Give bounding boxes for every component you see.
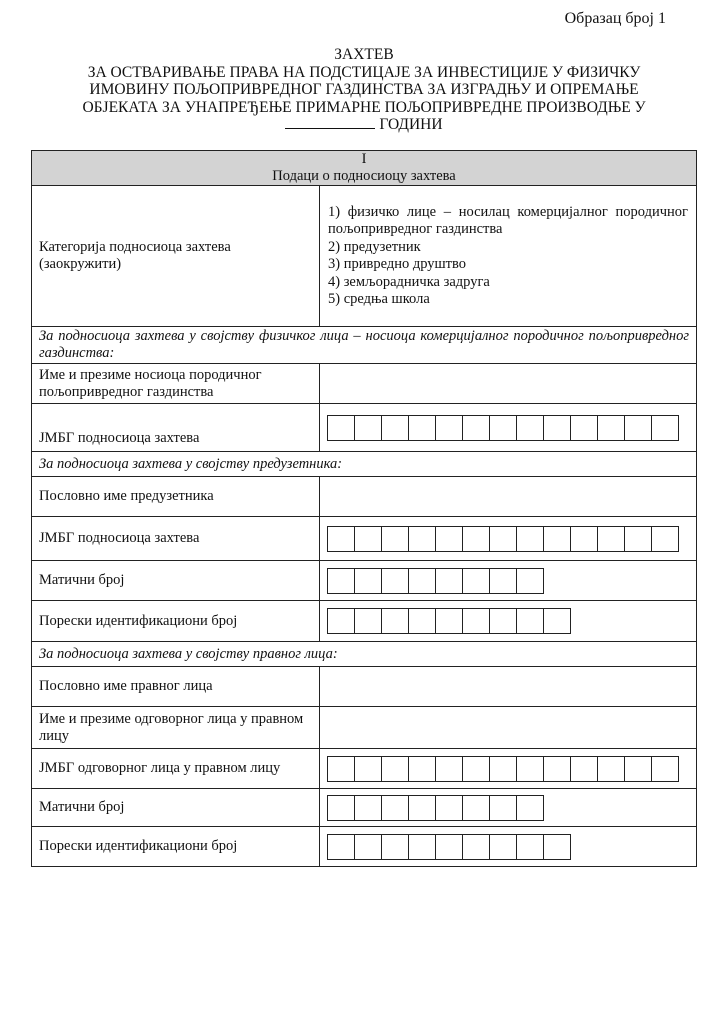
digit-box[interactable]	[543, 834, 571, 860]
digit-box[interactable]	[408, 608, 436, 634]
digit-box[interactable]	[354, 415, 382, 441]
legal-name-label: Пословно име правног лица	[32, 667, 320, 707]
responsible-name-label: Име и презиме одговорног лица у правном лицу	[32, 707, 320, 749]
digit-box[interactable]	[597, 756, 625, 782]
digit-box[interactable]	[327, 526, 355, 552]
digit-box[interactable]	[624, 756, 652, 782]
digit-box[interactable]	[354, 526, 382, 552]
digit-box[interactable]	[462, 526, 490, 552]
entrepreneur-tax-boxes[interactable]	[328, 608, 689, 634]
digit-box[interactable]	[570, 526, 598, 552]
digit-box[interactable]	[543, 756, 571, 782]
year-suffix: ГОДИНИ	[379, 116, 443, 133]
entrepreneur-tax-row	[32, 601, 697, 642]
digit-box[interactable]	[651, 756, 679, 782]
physical-jmbg-row	[32, 404, 697, 452]
digit-box[interactable]	[516, 526, 544, 552]
legal-tax-boxes[interactable]	[328, 834, 689, 860]
digit-box[interactable]	[354, 795, 382, 821]
digit-box[interactable]	[462, 415, 490, 441]
document-title: ЗАХТЕВ	[334, 46, 394, 63]
physical-jmbg-boxes[interactable]	[328, 415, 689, 441]
digit-box[interactable]	[489, 526, 517, 552]
digit-box[interactable]	[570, 756, 598, 782]
physical-subheading: За подносиоца захтева у својству физичког лица – носиоца комерцијалног породичног пољопривредног газдинства:	[32, 327, 697, 364]
digit-box[interactable]	[327, 568, 355, 594]
digit-box[interactable]	[354, 608, 382, 634]
digit-box[interactable]	[516, 608, 544, 634]
physical-jmbg-label: ЈМБГ подносиоца захтева	[32, 404, 320, 452]
legal-registration-label: Матични број	[32, 789, 320, 827]
digit-box[interactable]	[489, 415, 517, 441]
legal-jmbg-row	[32, 749, 697, 789]
legal-subheading-row	[32, 642, 697, 667]
digit-box[interactable]	[543, 608, 571, 634]
digit-box[interactable]	[435, 608, 463, 634]
digit-box[interactable]	[462, 795, 490, 821]
digit-box[interactable]	[435, 568, 463, 594]
digit-box[interactable]	[435, 526, 463, 552]
digit-box[interactable]	[408, 756, 436, 782]
category-option-5[interactable]: 5) средња школа	[328, 291, 430, 307]
legal-name-row	[32, 667, 697, 707]
responsible-name-field[interactable]	[320, 707, 697, 749]
digit-box[interactable]	[381, 834, 409, 860]
digit-box[interactable]	[489, 795, 517, 821]
entrepreneur-jmbg-label: ЈМБГ подносиоца захтева	[32, 517, 320, 561]
digit-box[interactable]	[597, 415, 625, 441]
category-row	[32, 186, 697, 327]
digit-box[interactable]	[543, 526, 571, 552]
digit-box[interactable]	[327, 795, 355, 821]
entrepreneur-registration-boxes[interactable]	[328, 568, 689, 594]
digit-box[interactable]	[354, 756, 382, 782]
section-number: I	[361, 151, 367, 167]
digit-box[interactable]	[408, 526, 436, 552]
digit-box[interactable]	[435, 834, 463, 860]
section-title: Подаци о подносиоцу захтева	[272, 168, 456, 184]
digit-box[interactable]	[381, 608, 409, 634]
digit-box[interactable]	[651, 415, 679, 441]
physical-subheading-row	[32, 327, 697, 364]
digit-box[interactable]	[489, 756, 517, 782]
legal-registration-boxes[interactable]	[328, 795, 689, 821]
digit-box[interactable]	[435, 795, 463, 821]
digit-box[interactable]	[489, 608, 517, 634]
physical-holder-row	[32, 364, 697, 404]
heading-line-3: ОБЈЕКАТА ЗА УНАПРЕЂЕЊЕ ПРИМАРНЕ ПОЉОПРИВРЕДНЕ ПРОИЗВОДЊЕ У	[82, 98, 646, 116]
digit-box[interactable]	[381, 415, 409, 441]
category-option-1[interactable]: 1) физичко лице – носилац комерцијалног породичног пољопривредног газдинства	[328, 203, 689, 237]
entrepreneur-tax-label: Порески идентификациони број	[32, 601, 320, 642]
legal-name-field[interactable]	[320, 667, 697, 707]
category-option-2[interactable]: 2) предузетник	[328, 238, 421, 255]
year-blank-field[interactable]	[285, 116, 375, 129]
entrepreneur-registration-label: Матични број	[32, 561, 320, 601]
digit-box[interactable]	[408, 795, 436, 821]
digit-box[interactable]	[327, 415, 355, 441]
heading-line-2: ИМОВИНУ ПОЉОПРИВРЕДНОГ ГАЗДИНСТВА ЗА ИЗГРАДЊУ И ОПРЕМАЊЕ	[89, 81, 639, 98]
digit-box[interactable]	[381, 526, 409, 552]
form-number-label: Образац број 1	[564, 10, 666, 27]
digit-box[interactable]	[624, 526, 652, 552]
legal-jmbg-boxes[interactable]	[328, 756, 689, 782]
digit-box[interactable]	[327, 756, 355, 782]
legal-tax-row	[32, 827, 697, 867]
digit-box[interactable]	[489, 568, 517, 594]
category-options	[320, 186, 697, 327]
digit-box[interactable]	[516, 415, 544, 441]
digit-box[interactable]	[462, 834, 490, 860]
entrepreneur-subheading-row	[32, 452, 697, 477]
heading-line-1: ЗА ОСТВАРИВАЊЕ ПРАВА НА ПОДСТИЦАЈЕ ЗА ИНВЕСТИЦИЈЕ У ФИЗИЧКУ	[87, 63, 641, 81]
digit-box[interactable]	[543, 415, 571, 441]
section-header	[32, 151, 697, 186]
digit-box[interactable]	[651, 526, 679, 552]
digit-box[interactable]	[489, 834, 517, 860]
entrepreneur-name-field[interactable]	[320, 477, 697, 517]
digit-box[interactable]	[570, 415, 598, 441]
digit-box[interactable]	[516, 568, 544, 594]
digit-box[interactable]	[327, 834, 355, 860]
digit-box[interactable]	[327, 608, 355, 634]
digit-box[interactable]	[408, 415, 436, 441]
entrepreneur-jmbg-boxes[interactable]	[328, 526, 689, 552]
digit-box[interactable]	[435, 415, 463, 441]
digit-box[interactable]	[516, 795, 544, 821]
legal-responsible-row	[32, 707, 697, 749]
category-option-4[interactable]: 4) земљорадничка задруга	[328, 273, 490, 290]
entrepreneur-name-label: Пословно име предузетника	[32, 477, 320, 517]
digit-box[interactable]	[597, 526, 625, 552]
digit-box[interactable]	[408, 834, 436, 860]
document-heading	[30, 46, 698, 134]
digit-box[interactable]	[381, 568, 409, 594]
digit-box[interactable]	[408, 568, 436, 594]
digit-box[interactable]	[381, 795, 409, 821]
digit-box[interactable]	[462, 568, 490, 594]
digit-box[interactable]	[624, 415, 652, 441]
category-option-3[interactable]: 3) привредно друштво	[328, 256, 467, 272]
holder-name-field[interactable]	[320, 364, 697, 404]
entrepreneur-jmbg-row	[32, 517, 697, 561]
legal-registration-row	[32, 789, 697, 827]
category-label: Категорија подносиоца захтева (заокружити)	[32, 186, 320, 327]
legal-jmbg-label: ЈМБГ одговорног лица у правном лицу	[32, 749, 320, 789]
heading-line-4	[30, 116, 698, 134]
legal-tax-label: Порески идентификациони број	[32, 827, 320, 867]
digit-box[interactable]	[435, 756, 463, 782]
digit-box[interactable]	[354, 834, 382, 860]
holder-name-label: Име и презиме носиоца породичног пољопривредног газдинства	[32, 364, 320, 404]
digit-box[interactable]	[462, 756, 490, 782]
entrepreneur-name-row	[32, 477, 697, 517]
legal-subheading: За подносиоца захтева у својству правног лица:	[32, 642, 697, 667]
entrepreneur-registration-row	[32, 561, 697, 601]
digit-box[interactable]	[462, 608, 490, 634]
digit-box[interactable]	[354, 568, 382, 594]
entrepreneur-subheading: За подносиоца захтева у својству предузетника:	[32, 452, 697, 477]
digit-box[interactable]	[516, 834, 544, 860]
digit-box[interactable]	[516, 756, 544, 782]
applicant-data-table	[31, 150, 697, 867]
digit-box[interactable]	[381, 756, 409, 782]
